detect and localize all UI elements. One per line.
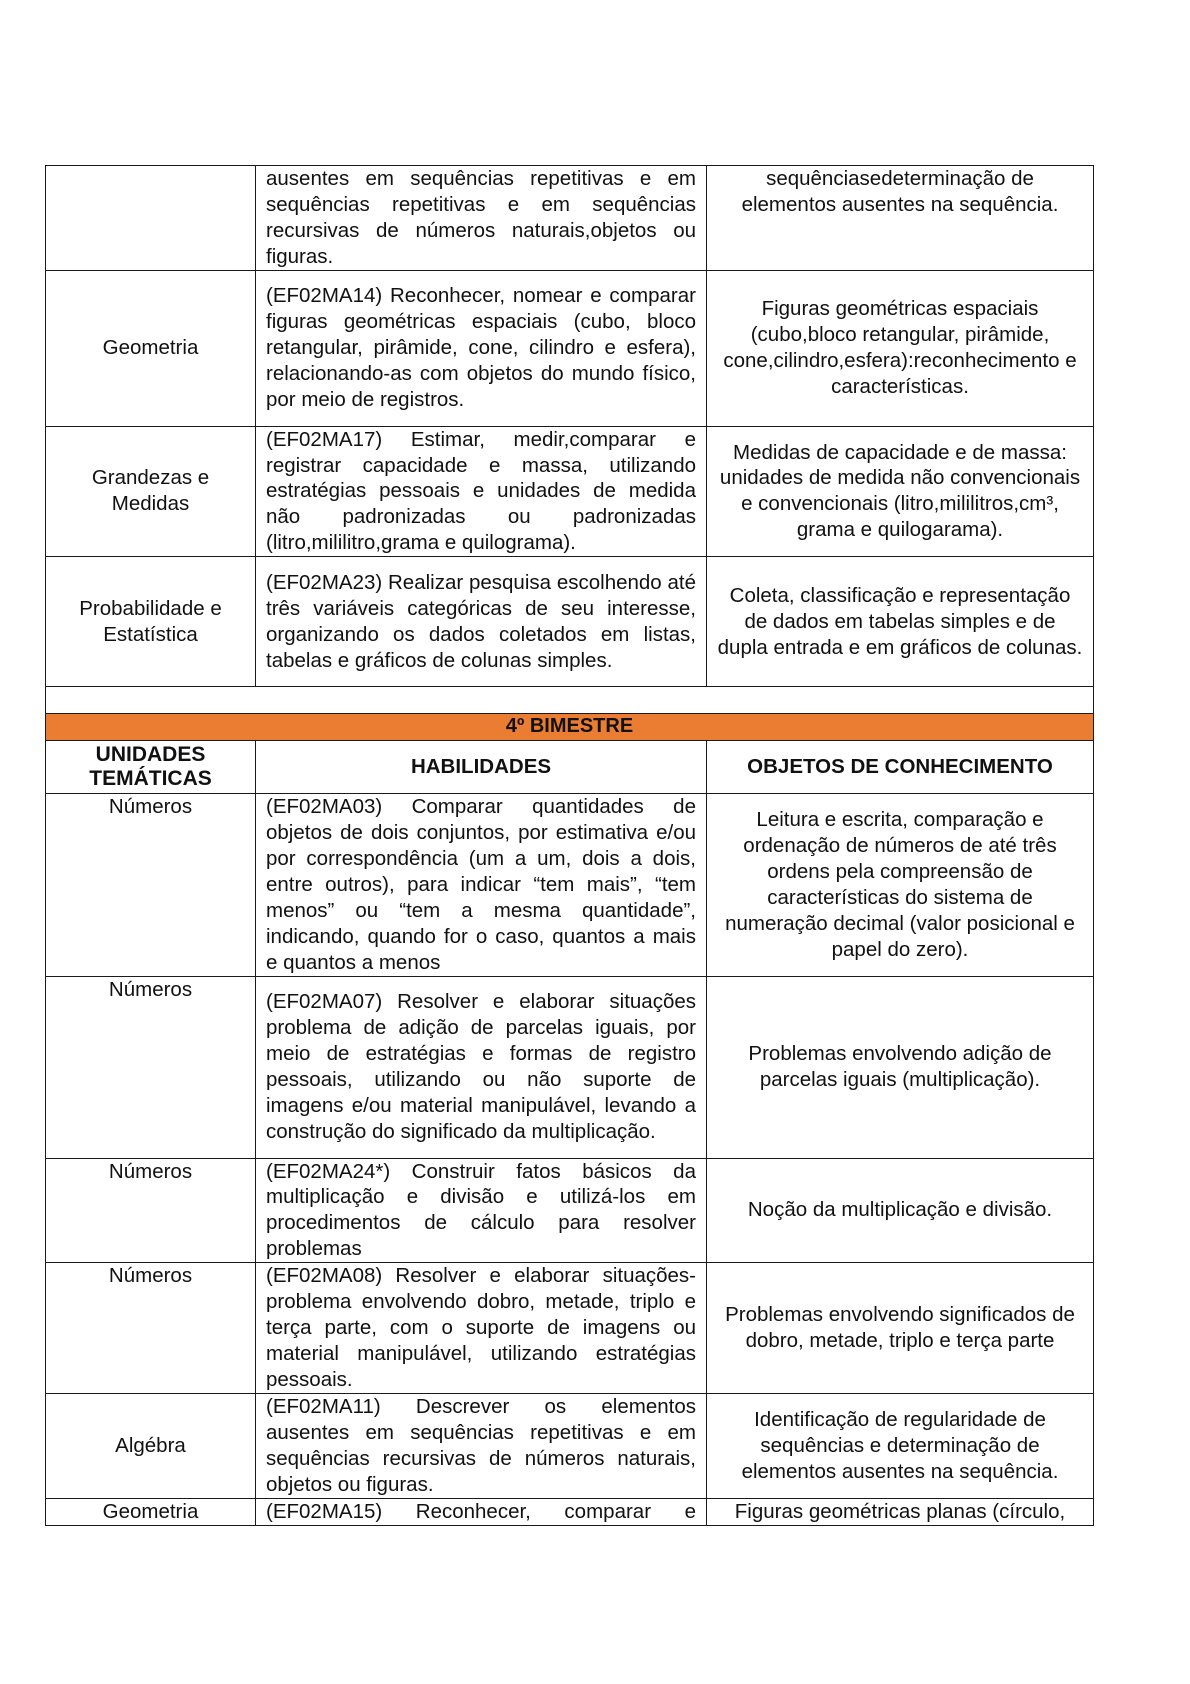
- header-row: [46, 741, 1094, 794]
- unit-cell: Probabilidade e Estatística: [46, 557, 256, 687]
- table-row: [46, 1394, 1094, 1499]
- object-cell: Problemas envolvendo adição de parcelas iguais (multiplicação).: [707, 976, 1094, 1158]
- skill-cell: (EF02MA11) Descrever os elementos ausentes em sequências repetitivas e em sequências recursivas de números naturais, objetos ou figuras.: [256, 1394, 707, 1499]
- spacer-row: [46, 687, 1094, 714]
- object-cell: Medidas de capacidade e de massa: unidades de medida não convencionais e convencionais (litro,mililitros,cm³, grama e quilogarama).: [707, 426, 1094, 557]
- table-row: [46, 1158, 1094, 1263]
- object-cell: Coleta, classificação e representação de dados em tabelas simples e de dupla entrada e em gráficos de colunas.: [707, 557, 1094, 687]
- object-cell: Leitura e escrita, comparação e ordenação de números de até três ordens pela compreensão de características do sistema de numeração decimal (valor posicional e papel do zero).: [707, 794, 1094, 976]
- skill-cell: (EF02MA15) Reconhecer, comparar e: [256, 1498, 707, 1525]
- object-cell: Identificação de regularidade de sequências e determinação de elementos ausentes na sequência.: [707, 1394, 1094, 1499]
- table-row: [46, 557, 1094, 687]
- header-skill: HABILIDADES: [256, 741, 707, 794]
- unit-cell: Grandezas e Medidas: [46, 426, 256, 557]
- unit-cell: Geometria: [46, 270, 256, 426]
- curriculum-table: [45, 165, 1094, 1526]
- object-cell: sequênciasedeterminação de elementos ausentes na sequência.: [707, 166, 1094, 271]
- skill-cell: (EF02MA07) Resolver e elaborar situações problema de adição de parcelas iguais, por meio de estratégias e formas de registro pessoais, utilizando ou não suporte de imagens e/ou material manipulável, levando a construção do significado da multiplicação.: [256, 976, 707, 1158]
- table-row: [46, 976, 1094, 1158]
- skill-cell: (EF02MA17) Estimar, medir,comparar e registrar capacidade e massa, utilizando estratégias pessoais e unidades de medida não padronizadas ou padronizadas (litro,mililitro,grama e quilograma).: [256, 426, 707, 557]
- skill-cell: (EF02MA23) Realizar pesquisa escolhendo até três variáveis categóricas de seu interesse, organizando os dados coletados em listas, tabelas e gráficos de colunas simples.: [256, 557, 707, 687]
- header-object: OBJETOS DE CONHECIMENTO: [707, 741, 1094, 794]
- object-cell: Figuras geométricas planas (círculo,: [707, 1498, 1094, 1525]
- spacer-cell: [46, 687, 1094, 714]
- skill-cell: (EF02MA24*) Construir fatos básicos da multiplicação e divisão e utilizá-los em procedimentos de cálculo para resolver problemas: [256, 1158, 707, 1263]
- table-row: [46, 166, 1094, 271]
- table-row: [46, 426, 1094, 557]
- unit-cell: Números: [46, 1263, 256, 1394]
- object-cell: Noção da multiplicação e divisão.: [707, 1158, 1094, 1263]
- object-cell: Figuras geométricas espaciais (cubo,bloco retangular, pirâmide, cone,cilindro,esfera):reconhecimento e características.: [707, 270, 1094, 426]
- skill-cell: (EF02MA08) Resolver e elaborar situações-problema envolvendo dobro, metade, triplo e terça parte, com o suporte de imagens ou material manipulável, utilizando estratégias pessoais.: [256, 1263, 707, 1394]
- unit-cell: Números: [46, 794, 256, 976]
- skill-cell: (EF02MA03) Comparar quantidades de objetos de dois conjuntos, por estimativa e/ou por correspondência (um a um, dois a dois, entre outros), para indicar “tem mais”, “tem menos” ou “tem a mesma quantidade”, indicando, quando for o caso, quantos a mais e quantos a menos: [256, 794, 707, 976]
- table-row: [46, 794, 1094, 976]
- section-title: 4º BIMESTRE: [46, 714, 1094, 741]
- unit-cell: Números: [46, 976, 256, 1158]
- table-row: [46, 1263, 1094, 1394]
- table-row: [46, 270, 1094, 426]
- skill-cell: (EF02MA14) Reconhecer, nomear e comparar figuras geométricas espaciais (cubo, bloco retangular, pirâmide, cone, cilindro e esfera), relacionando-as com objetos do mundo físico, por meio de registros.: [256, 270, 707, 426]
- object-cell: Problemas envolvendo significados de dobro, metade, triplo e terça parte: [707, 1263, 1094, 1394]
- unit-cell: Geometria: [46, 1498, 256, 1525]
- unit-cell: [46, 166, 256, 271]
- table-row: [46, 1498, 1094, 1525]
- section-row: [46, 714, 1094, 741]
- header-unit: UNIDADES TEMÁTICAS: [46, 741, 256, 794]
- unit-cell: Números: [46, 1158, 256, 1263]
- skill-cell: ausentes em sequências repetitivas e em sequências repetitivas e em sequências recursivas de números naturais,objetos ou figuras.: [256, 166, 707, 271]
- unit-cell: Algébra: [46, 1394, 256, 1499]
